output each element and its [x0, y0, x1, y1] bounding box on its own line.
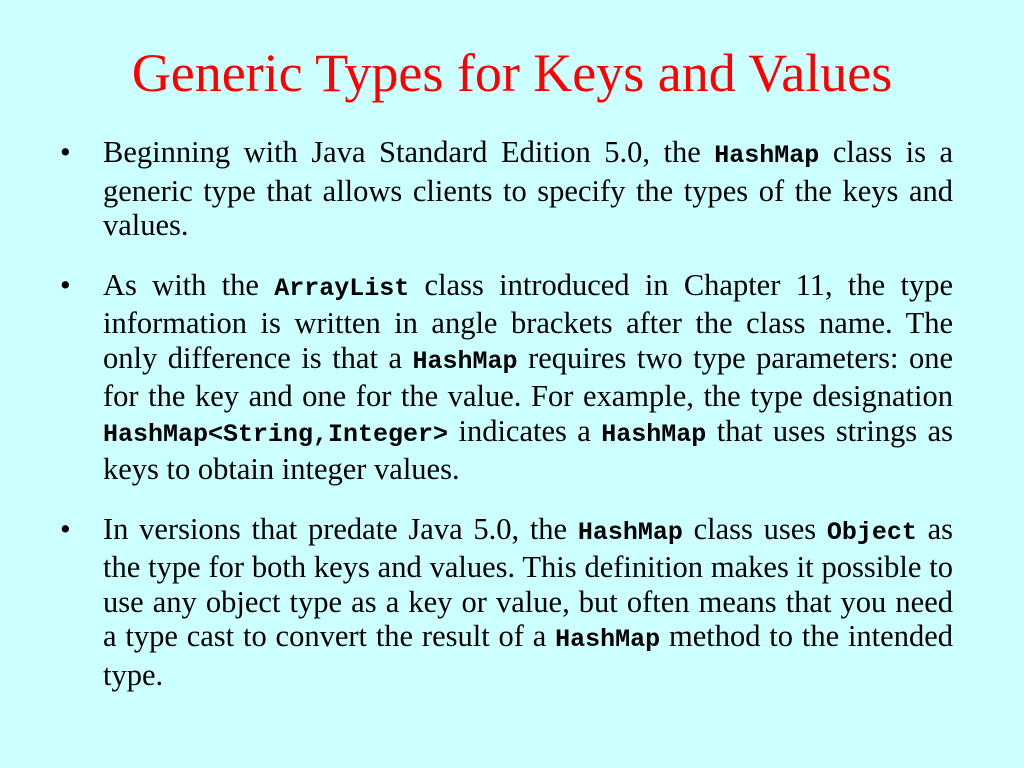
bullet-text: In versions that predate Java 5.0, the [103, 511, 578, 546]
bullet-icon: • [60, 135, 71, 169]
code-term: HashMap [714, 141, 820, 170]
bullet-text: class is a generic type that allows clients to specify the types of the keys and values. [103, 135, 953, 242]
bullet-text: requires two type parameters: one for the key and one for the value. For example, the type designation [103, 340, 953, 413]
bullet-text: indicates a [448, 413, 602, 448]
code-term: HashMap [555, 625, 661, 654]
bullet-item [60, 512, 953, 693]
code-term: HashMap<String,Integer> [103, 419, 449, 449]
bullet-text: Beginning with Java Standard Edition 5.0, the [103, 135, 715, 169]
code-term: HashMap [577, 517, 683, 547]
bullet-text: that uses strings as keys to obtain integer values. [103, 413, 953, 486]
bullet-text: method to the intended type. [103, 619, 953, 692]
code-term: Object [826, 517, 917, 547]
code-term: HashMap [601, 419, 707, 449]
bullet-item [60, 135, 953, 243]
bullet-list [60, 135, 953, 717]
bullet-text: class uses [682, 511, 827, 546]
bullet-icon: • [60, 267, 71, 302]
bullet-icon: • [60, 511, 71, 546]
slide-title: Generic Types for Keys and Values [131, 43, 893, 103]
bullet-text: class introduced in Chapter 11, the type information is written in angle brackets after the class name. The only difference is that a [103, 267, 953, 375]
code-term: ArrayList [274, 273, 410, 303]
bullet-text: as the type for both keys and values. This definition makes it possible to use any object type as a key or value, but often means that you need a type cast to convert the result of a [103, 511, 953, 653]
bullet-item [60, 268, 953, 487]
code-term: HashMap [412, 346, 518, 376]
bullet-text: As with the [103, 267, 275, 302]
